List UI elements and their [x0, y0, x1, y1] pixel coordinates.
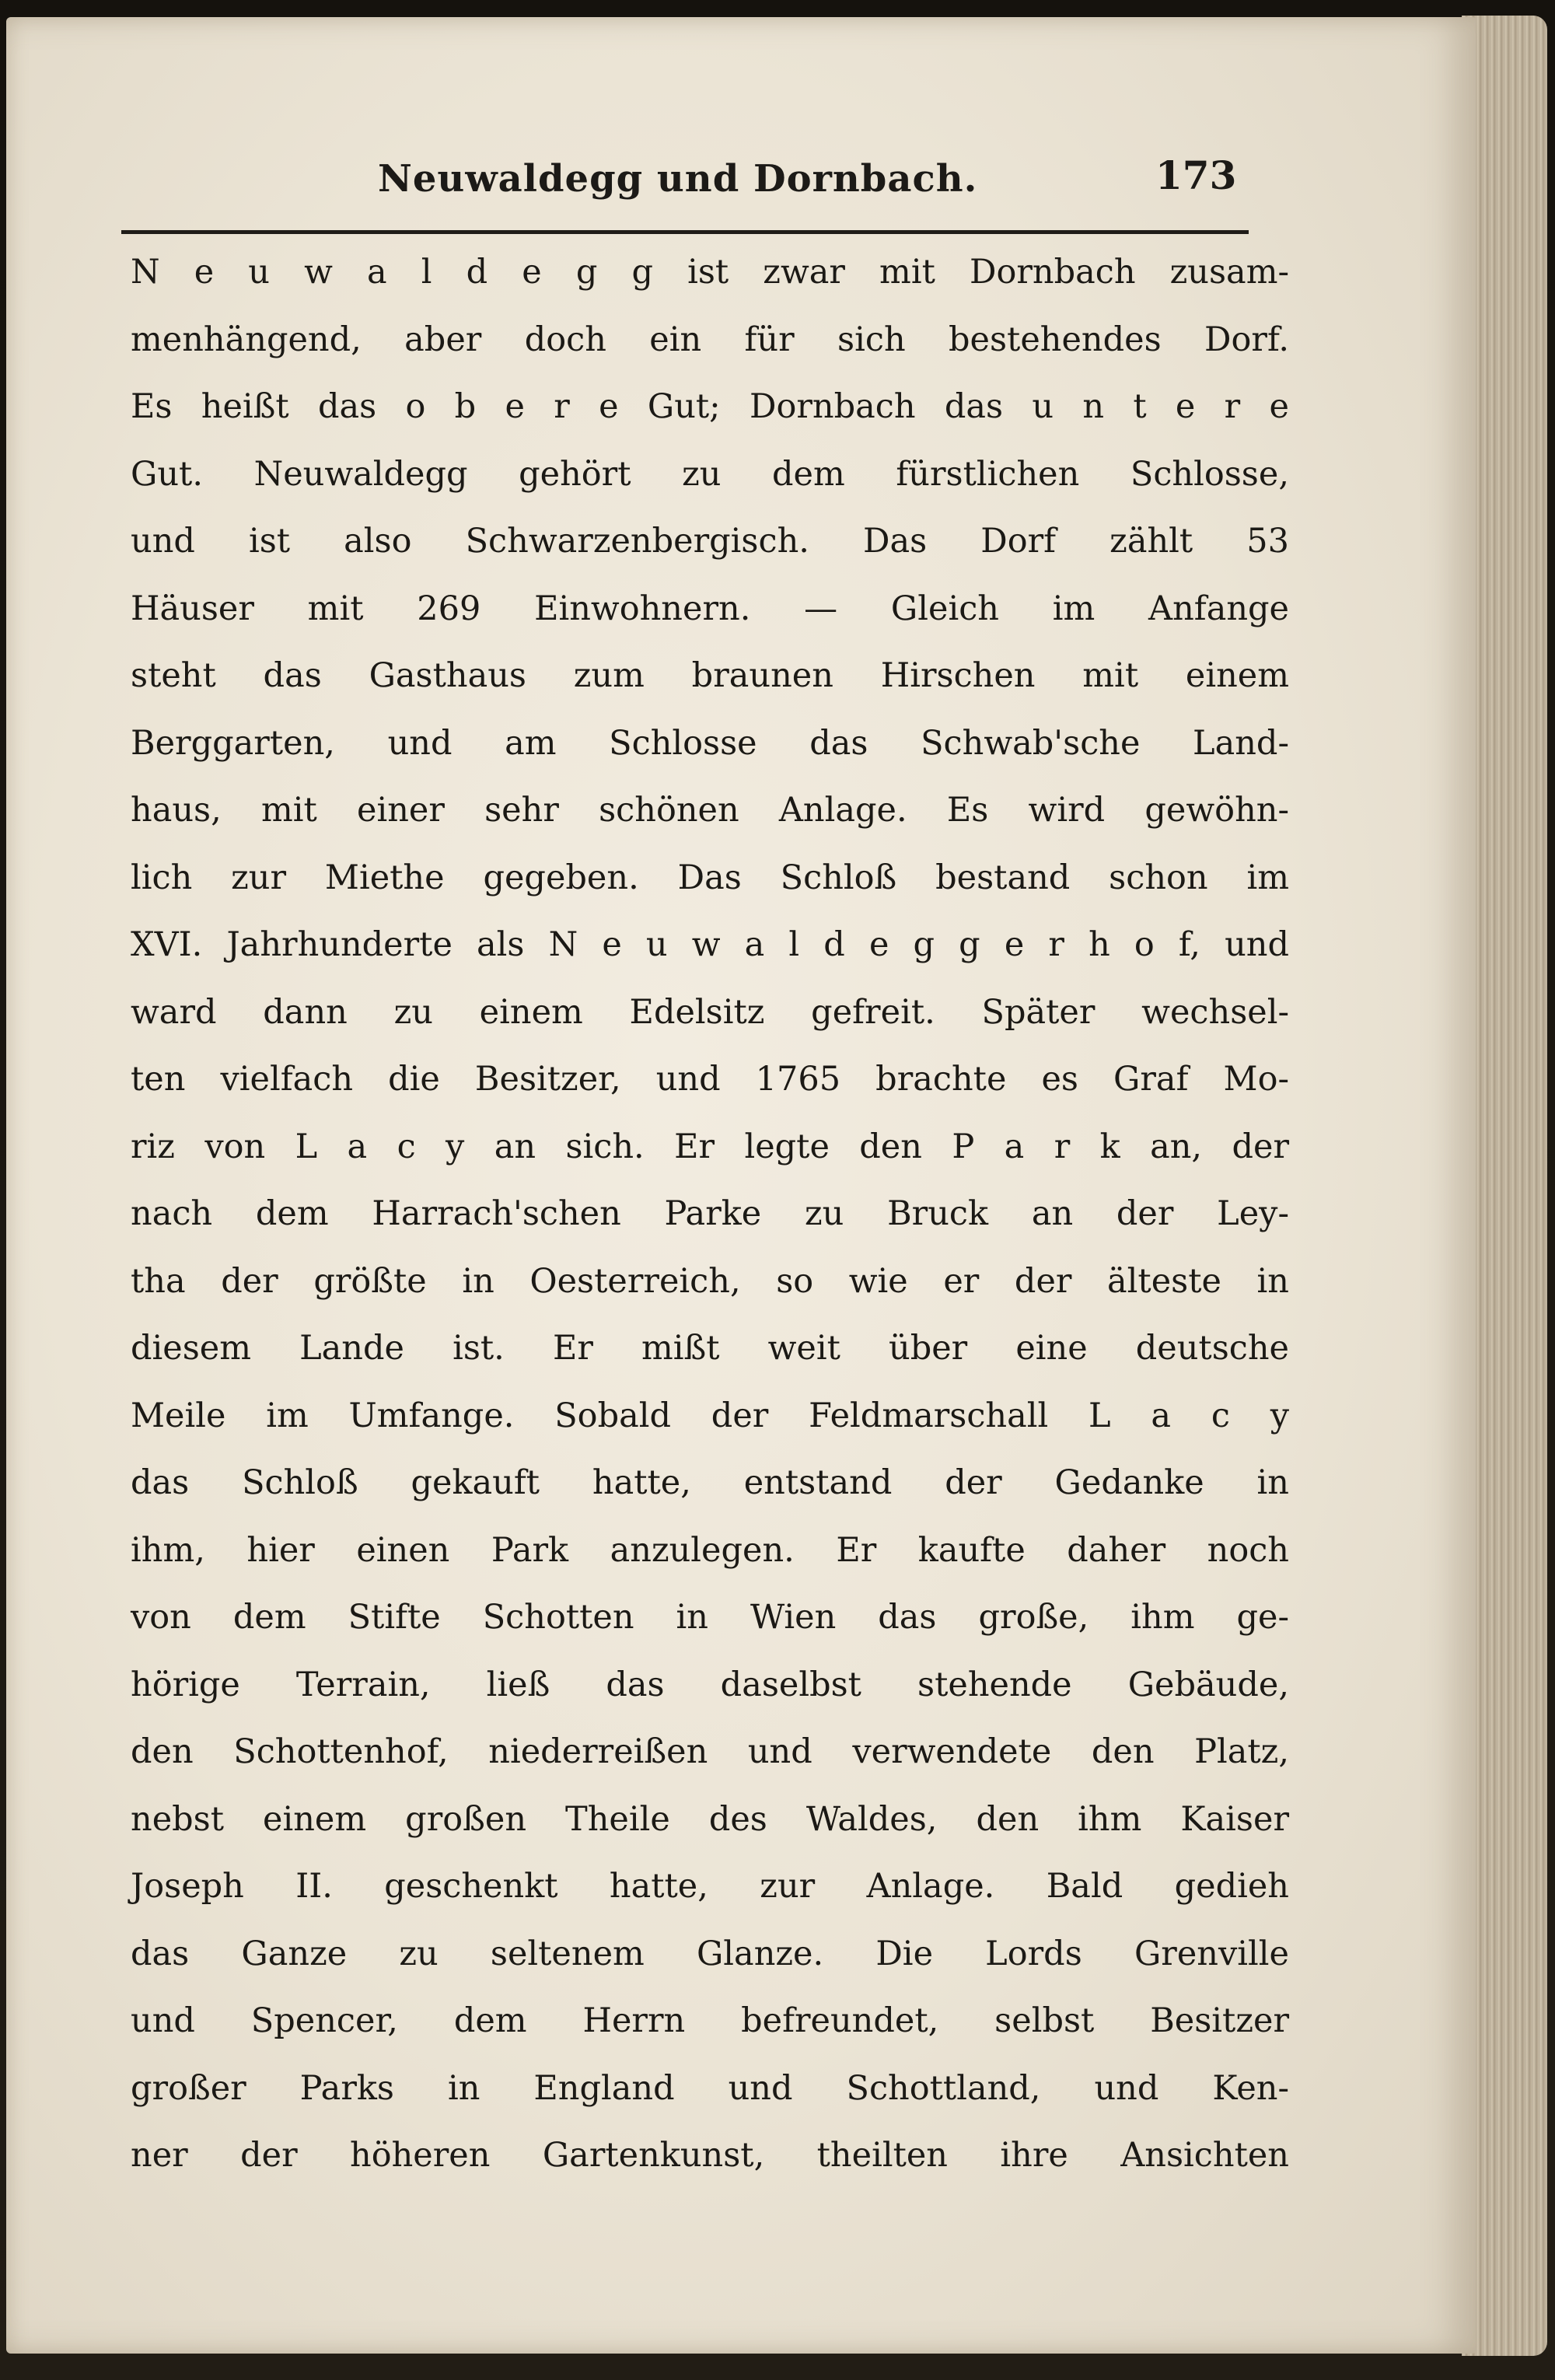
- text-line: riz von L a c y an sich. Er legte den P a r k an, der: [131, 1127, 1289, 1166]
- text-line: ner der höheren Gartenkunst, theilten ihre Ansichten: [131, 2136, 1289, 2175]
- page-header: [121, 149, 1249, 219]
- text-line: nebst einem großen Theile des Waldes, den ihm Kaiser: [131, 1799, 1289, 1839]
- text-line: diesem Lande ist. Er mißt weit über eine deutsche: [131, 1329, 1289, 1368]
- text-line: ihm, hier einen Park anzulegen. Er kaufte daher noch: [131, 1530, 1289, 1570]
- text-line: und ist also Schwarzenbergisch. Das Dorf zählt 53: [131, 522, 1289, 561]
- text-line: Es heißt das o b e r e Gut; Dornbach das u n t e r e: [131, 387, 1289, 426]
- text-line: Häuser mit 269 Einwohnern. — Gleich im Anfange: [131, 589, 1289, 628]
- text-line: N e u w a l d e g g ist zwar mit Dornbach zusam-: [131, 253, 1289, 292]
- text-line: von dem Stifte Schotten in Wien das große, ihm ge-: [131, 1598, 1289, 1637]
- text-line: steht das Gasthaus zum braunen Hirschen mit einem: [131, 656, 1289, 695]
- text-line: nach dem Harrach'schen Parke zu Bruck an der Ley-: [131, 1194, 1289, 1233]
- text-line: tha der größte in Oesterreich, so wie er der älteste in: [131, 1261, 1289, 1301]
- page-number: 173: [1155, 152, 1237, 198]
- text-line: XVI. Jahrhunderte als N e u w a l d e g g e r h o f, und: [131, 925, 1289, 964]
- text-line: ten vielfach die Besitzer, und 1765 brachte es Graf Mo-: [131, 1060, 1289, 1099]
- running-head: Neuwaldegg und Dornbach.: [378, 157, 978, 201]
- text-line: den Schottenhof, niederreißen und verwendete den Platz,: [131, 1732, 1289, 1771]
- text-line: und Spencer, dem Herrn befreundet, selbst Besitzer: [131, 2001, 1289, 2040]
- book-page: [6, 17, 1476, 2354]
- text-line: menhängend, aber doch ein für sich bestehendes Dorf.: [131, 320, 1289, 359]
- text-line: das Schloß gekauft hatte, entstand der Gedanke in: [131, 1463, 1289, 1502]
- text-line: großer Parks in England und Schottland, und Ken-: [131, 2068, 1289, 2108]
- text-line: lich zur Miethe gegeben. Das Schloß bestand schon im: [131, 858, 1289, 897]
- text-line: haus, mit einer sehr schönen Anlage. Es wird gewöhn-: [131, 791, 1289, 830]
- text-line: ward dann zu einem Edelsitz gefreit. Später wechsel-: [131, 992, 1289, 1032]
- text-line: hörige Terrain, ließ das daselbst stehende Gebäude,: [131, 1665, 1289, 1704]
- header-rule: [121, 230, 1249, 234]
- text-line: das Ganze zu seltenem Glanze. Die Lords Grenville: [131, 1934, 1289, 1973]
- text-line: Joseph II. geschenkt hatte, zur Anlage. Bald gedieh: [131, 1867, 1289, 1906]
- text-line: Gut. Neuwaldegg gehört zu dem fürstlichen Schlosse,: [131, 454, 1289, 494]
- text-line: Meile im Umfange. Sobald der Feldmarschall L a c y: [131, 1396, 1289, 1435]
- text-line: Berggarten, und am Schlosse das Schwab'sche Land-: [131, 723, 1289, 763]
- body-text: [131, 239, 1289, 2190]
